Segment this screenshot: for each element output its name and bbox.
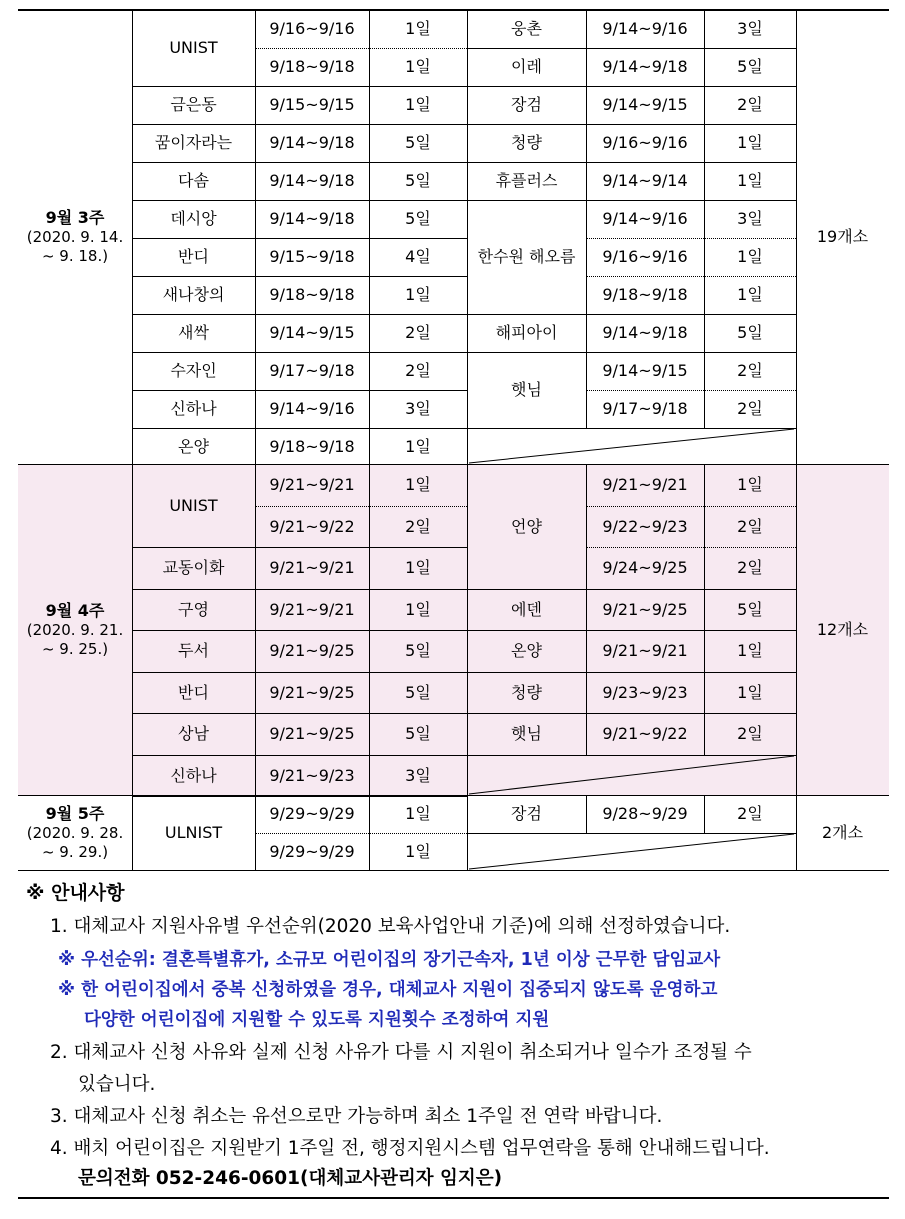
table-rule: [796, 795, 797, 870]
left-center-name: 반디: [178, 247, 209, 266]
left-period: 9/14~9/18: [269, 209, 355, 228]
right-center-name: 햇님: [511, 724, 542, 743]
left-period: 9/15~9/18: [269, 247, 355, 266]
notice-item-2-cont: 있습니다.: [78, 1074, 156, 1095]
center-count: 12개소: [816, 619, 869, 639]
left-center-name: 신하나: [170, 765, 217, 785]
left-center-name: 교동이화: [162, 558, 225, 577]
right-days: 1일: [737, 475, 763, 494]
left-period: 9/14~9/18: [269, 171, 355, 190]
left-days: 1일: [405, 19, 431, 38]
left-period: 9/29~9/29: [269, 841, 355, 861]
week-title: 9월 4주: [45, 600, 105, 620]
table-rule: [467, 86, 796, 87]
right-center-name: 에덴: [511, 599, 542, 619]
left-days: 2일: [405, 323, 431, 342]
center-count: 2개소: [821, 822, 864, 842]
left-center-name: 두서: [178, 641, 209, 660]
week-label: [18, 10, 132, 464]
table-rule: [255, 795, 256, 870]
table-rule: [467, 352, 796, 353]
left-days: 5일: [405, 682, 431, 702]
notice-priority: ※ 우선순위: 결혼특별휴가, 소규모 어린이집의 장기근속자, 1년 이상 근무한 담임교사: [58, 950, 721, 970]
right-period: 9/18~9/18: [602, 285, 688, 304]
table-rule: [467, 755, 796, 756]
right-days: 2일: [737, 724, 763, 743]
table-rule: [467, 630, 796, 631]
left-days: 5일: [405, 171, 431, 190]
table-rule: [132, 672, 467, 673]
left-period: 9/21~9/25: [269, 641, 355, 660]
notice-item-3: 3. 대체교사 신청 취소는 유선으로만 가능하며 최소 1주일 전 연락 바랍니다.: [50, 1106, 663, 1127]
table-rule: [467, 713, 796, 714]
right-days: 2일: [737, 95, 763, 114]
table-rule: [704, 795, 705, 833]
table-rule: [132, 795, 133, 870]
right-period: 9/14~9/15: [602, 95, 688, 114]
right-days: 1일: [737, 682, 763, 702]
table-rule: [586, 238, 796, 239]
week-range-end: ~ 9. 29.): [41, 842, 109, 861]
left-center-name: 온양: [178, 437, 209, 456]
table-rule: [467, 48, 796, 49]
right-days: 1일: [737, 285, 763, 304]
left-period: 9/14~9/15: [269, 323, 355, 342]
left-period: 9/18~9/18: [269, 285, 355, 304]
table-rule: [467, 464, 468, 795]
right-period: 9/16~9/16: [602, 247, 688, 266]
week-label: [18, 795, 132, 870]
table-rule: [467, 672, 796, 673]
right-days: 3일: [737, 19, 763, 38]
table-rule: [132, 352, 467, 353]
table-rule: [467, 314, 796, 315]
table-rule: [586, 506, 796, 507]
table-rule: [586, 547, 796, 548]
left-center-name: 새싹: [178, 323, 209, 342]
left-days: 1일: [405, 804, 431, 823]
table-rule: [796, 464, 797, 795]
left-period: 9/21~9/23: [269, 765, 355, 785]
left-days: 1일: [405, 285, 431, 304]
page-bottom-rule: [18, 1197, 889, 1199]
table-rule: [255, 833, 467, 834]
table-rule: [132, 630, 467, 631]
left-days: 5일: [405, 133, 431, 152]
left-center-name: 금은동: [170, 95, 217, 114]
left-center-name: UNIST: [169, 38, 218, 57]
right-period: 9/21~9/22: [602, 724, 688, 743]
left-center-name: 상남: [178, 724, 209, 743]
right-center-name: 한수원 해오름: [477, 247, 576, 266]
right-center-name: 이레: [511, 57, 542, 76]
week-range-end: ~ 9. 25.): [41, 639, 109, 658]
table-rule: [467, 162, 796, 163]
left-period: 9/21~9/21: [269, 558, 355, 577]
left-center-name: 신하나: [170, 399, 217, 418]
table-rule: [255, 48, 467, 49]
left-center-name: 데시앙: [170, 209, 217, 228]
left-center-name: 반디: [178, 682, 209, 702]
right-center-name: 햇님: [511, 380, 542, 399]
table-rule: [132, 589, 467, 590]
left-days: 2일: [405, 361, 431, 380]
left-period: 9/14~9/18: [269, 133, 355, 152]
table-rule: [704, 464, 705, 755]
left-period: 9/18~9/18: [269, 57, 355, 76]
table-rule: [586, 276, 796, 277]
table-rule: [18, 795, 889, 796]
right-center-name: 청량: [511, 133, 542, 152]
left-center-name: ULNIST: [164, 822, 223, 842]
week-range-start: (2020. 9. 28.: [26, 823, 124, 842]
right-days: 2일: [737, 399, 763, 418]
left-period: 9/16~9/16: [269, 19, 355, 38]
table-rule: [255, 10, 256, 466]
right-period: 9/14~9/18: [602, 323, 688, 342]
table-rule: [467, 589, 796, 590]
table-rule: [467, 200, 796, 201]
right-days: 2일: [737, 558, 763, 577]
table-rule: [132, 86, 467, 87]
notice-duplicate: ※ 한 어린이집에서 중복 신청하였을 경우, 대체교사 지원이 집중되지 않도록 운영하고: [58, 980, 718, 1000]
table-rule: [132, 713, 467, 714]
left-period: 9/15~9/15: [269, 95, 355, 114]
table-rule: [369, 464, 370, 796]
table-rule: [132, 238, 467, 239]
left-period: 9/17~9/18: [269, 361, 355, 380]
table-rule: [796, 10, 797, 464]
right-center-name: 언양: [511, 516, 542, 536]
table-rule: [132, 464, 133, 795]
left-center-name: 수자인: [170, 361, 217, 380]
left-days: 3일: [405, 399, 431, 418]
right-period: 9/14~9/16: [602, 19, 688, 38]
table-rule: [467, 10, 468, 464]
right-period: 9/14~9/15: [602, 361, 688, 380]
table-rule: [132, 755, 467, 756]
right-days: 2일: [737, 516, 763, 536]
right-period: 9/24~9/25: [602, 558, 688, 577]
week-label: [18, 464, 132, 795]
table-rule: [586, 10, 587, 428]
left-period: 9/21~9/22: [269, 516, 355, 536]
table-top-rule: [18, 9, 889, 11]
week-title: 9월 3주: [45, 208, 105, 228]
right-period: 9/21~9/21: [602, 475, 688, 494]
right-days: 1일: [737, 247, 763, 266]
left-days: 5일: [405, 724, 431, 743]
right-period: 9/22~9/23: [602, 516, 688, 536]
right-center-name: 웅촌: [511, 19, 542, 38]
right-center-name: 장검: [511, 95, 542, 114]
center-count: 19개소: [816, 227, 869, 246]
table-rule: [369, 10, 370, 466]
left-period: 9/21~9/25: [269, 724, 355, 743]
table-rule: [255, 464, 256, 796]
right-days: 2일: [737, 804, 763, 823]
table-rule: [369, 795, 370, 870]
right-days: 1일: [737, 171, 763, 190]
table-rule: [132, 547, 467, 548]
right-days: 1일: [737, 133, 763, 152]
week-range-end: ~ 9. 18.): [41, 247, 109, 265]
left-center-name: 구영: [178, 599, 209, 619]
right-period: 9/14~9/16: [602, 209, 688, 228]
right-center-name: 청량: [511, 682, 542, 702]
week-range-start: (2020. 9. 21.: [26, 620, 124, 639]
table-rule: [586, 795, 587, 833]
table-rule: [132, 124, 467, 125]
table-rule: [467, 428, 796, 429]
left-days: 3일: [405, 765, 431, 785]
table-rule: [255, 506, 467, 507]
left-period: 9/14~9/16: [269, 399, 355, 418]
right-center-name: 온양: [511, 641, 542, 660]
right-days: 5일: [737, 57, 763, 76]
left-period: 9/21~9/21: [269, 599, 355, 619]
left-days: 5일: [405, 641, 431, 660]
right-days: 1일: [737, 641, 763, 660]
table-rule: [132, 276, 467, 277]
left-days: 4일: [405, 247, 431, 266]
left-center-name: 꿈이자라는: [154, 133, 233, 152]
left-days: 1일: [405, 95, 431, 114]
table-rule: [18, 870, 889, 871]
table-rule: [132, 314, 467, 315]
right-period: 9/14~9/14: [602, 171, 688, 190]
notices-title: ※ 안내사항: [26, 882, 125, 904]
table-rule: [132, 10, 133, 464]
right-period: 9/21~9/21: [602, 641, 688, 660]
table-rule: [586, 464, 587, 755]
right-period: 9/14~9/18: [602, 57, 688, 76]
right-days: 5일: [737, 323, 763, 342]
left-period: 9/21~9/25: [269, 682, 355, 702]
week-range-start: (2020. 9. 14.: [26, 228, 124, 247]
right-period: 9/17~9/18: [602, 399, 688, 418]
notice-item-2: 2. 대체교사 신청 사유와 실제 신청 사유가 다를 시 지원이 취소되거나 일수가 조정될 수: [50, 1042, 752, 1063]
table-rule: [467, 833, 796, 834]
table-rule: [586, 390, 796, 391]
table-rule: [467, 124, 796, 125]
table-rule: [704, 10, 705, 428]
left-period: 9/29~9/29: [269, 804, 355, 823]
left-days: 1일: [405, 599, 431, 619]
table-rule: [132, 200, 467, 201]
right-period: 9/23~9/23: [602, 682, 688, 702]
table-rule: [132, 390, 467, 391]
notice-contact: 문의전화 052-246-0601(대체교사관리자 임지은): [78, 1168, 503, 1189]
left-days: 1일: [405, 841, 431, 861]
right-period: 9/16~9/16: [602, 133, 688, 152]
notice-duplicate-cont: 다양한 어린이집에 지원할 수 있도록 지원횟수 조정하여 지원: [84, 1010, 550, 1030]
left-center-name: 새나창의: [162, 285, 225, 304]
table-rule: [18, 464, 889, 465]
right-center-name: 장검: [511, 804, 542, 823]
left-period: 9/18~9/18: [269, 437, 355, 456]
left-days: 5일: [405, 209, 431, 228]
left-days: 1일: [405, 437, 431, 456]
notice-item-1: 1. 대체교사 지원사유별 우선순위(2020 보육사업안내 기준)에 의해 선정하였습니다.: [50, 916, 731, 937]
left-center-name: 다솜: [178, 171, 209, 190]
right-period: 9/21~9/25: [602, 599, 688, 619]
right-days: 2일: [737, 361, 763, 380]
left-days: 1일: [405, 558, 431, 577]
right-center-name: 해피아이: [495, 323, 558, 342]
right-days: 5일: [737, 599, 763, 619]
left-center-name: UNIST: [169, 495, 218, 515]
left-days: 1일: [405, 475, 431, 494]
right-center-name: 휴플러스: [495, 171, 558, 190]
notice-item-4: 4. 배치 어린이집은 지원받기 1주일 전, 행정지원시스템 업무연락을 통해 안내해드립니다.: [50, 1138, 770, 1159]
right-days: 3일: [737, 209, 763, 228]
right-period: 9/28~9/29: [602, 804, 688, 823]
week-title: 9월 5주: [45, 803, 105, 823]
table-rule: [132, 428, 467, 429]
table-rule: [132, 162, 467, 163]
left-days: 2일: [405, 516, 431, 536]
left-period: 9/21~9/21: [269, 475, 355, 494]
left-days: 1일: [405, 57, 431, 76]
